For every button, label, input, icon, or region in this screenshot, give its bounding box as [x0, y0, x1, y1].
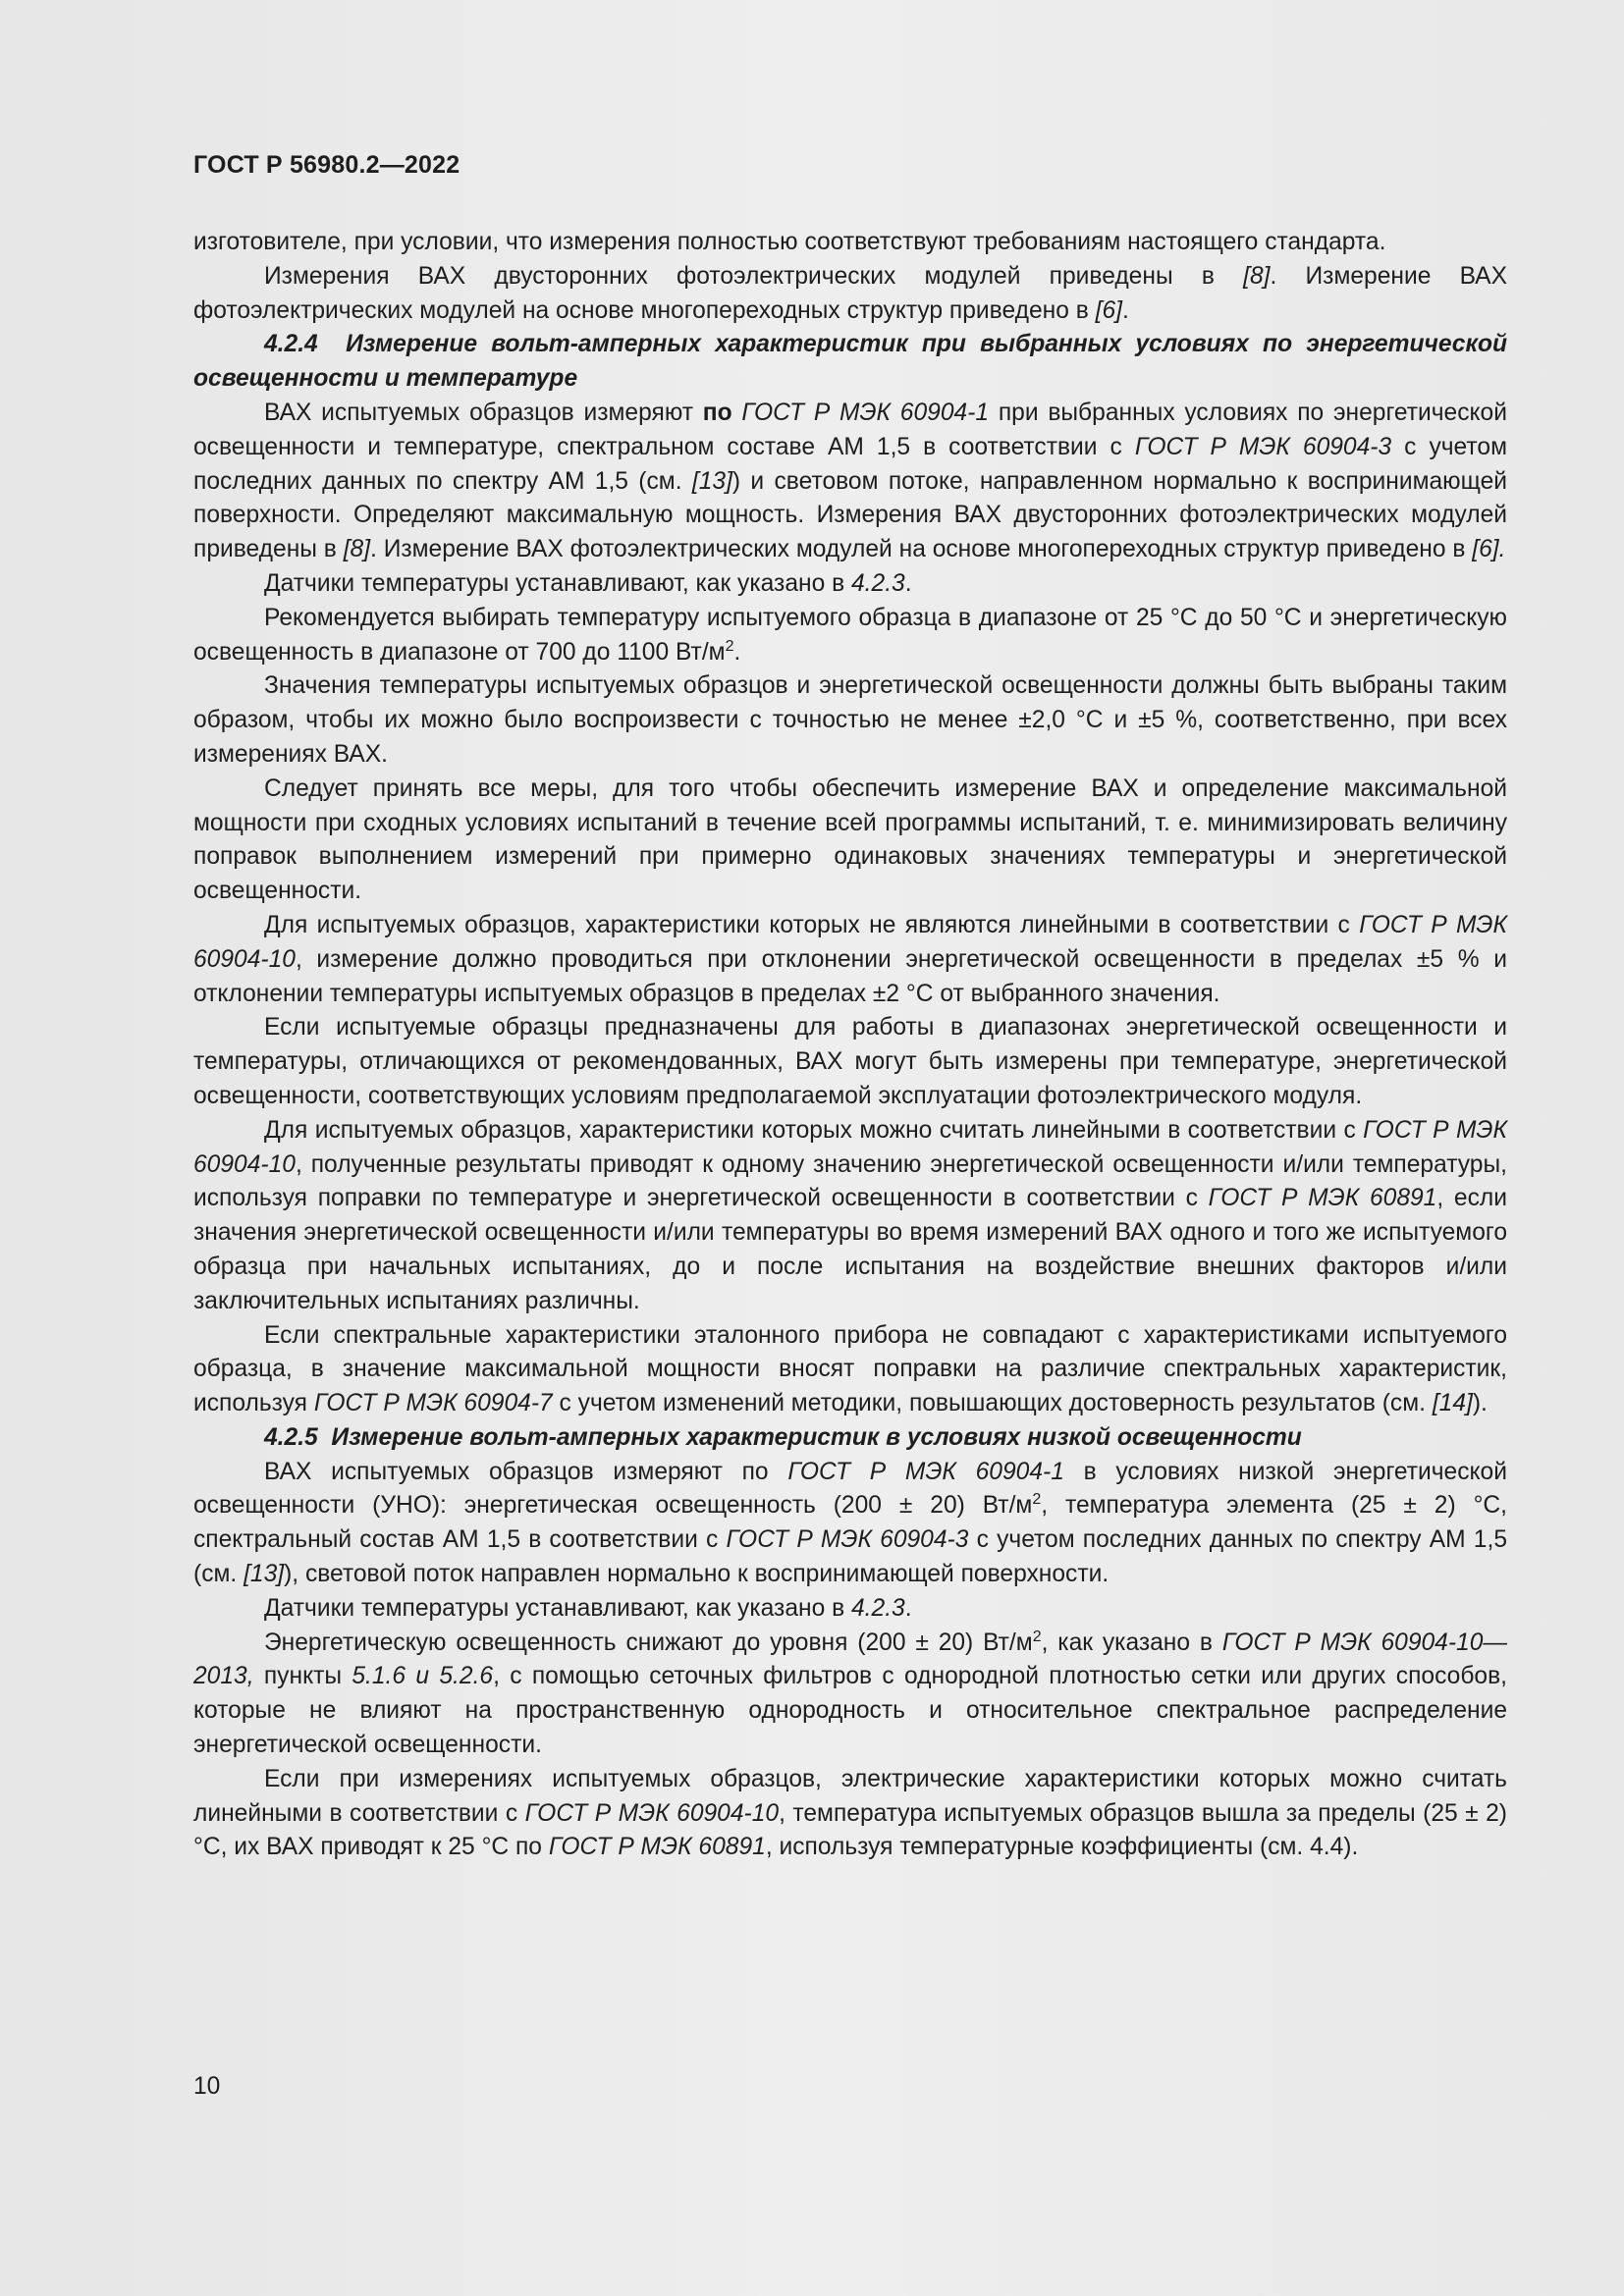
- paragraph: [193, 1114, 1507, 1319]
- text-run: Энергетическую освещенность снижают до уровня (200 ± 20) Вт/м: [264, 1629, 1033, 1656]
- text-run: Если при измерениях испытуемых образцов, электрические характеристики которых можно считать линейными в соответствии с: [193, 1765, 1507, 1827]
- document-header: ГОСТ Р 56980.2—2022: [193, 151, 460, 179]
- text-run: .: [904, 569, 912, 597]
- paragraph: [193, 1011, 1507, 1113]
- paragraph: [193, 1763, 1507, 1865]
- superscript: 2: [725, 637, 734, 655]
- superscript: 2: [1032, 1628, 1042, 1645]
- paragraph: [193, 1456, 1507, 1592]
- standard-reference[interactable]: ГОСТ Р МЭК 60904-1: [741, 399, 990, 426]
- section-title: Измерение вольт-амперных характеристик при выбранных условиях по энергетической освещенности и температуре: [193, 331, 1507, 393]
- standard-reference[interactable]: ГОСТ Р МЭК 60904-10: [193, 1116, 1507, 1178]
- text-run: с учетом последних данных по спектру АМ 1,5 (см.: [193, 1526, 1507, 1588]
- standard-reference[interactable]: ГОСТ Р МЭК 60904-3: [726, 1526, 969, 1554]
- text-run: Для испытуемых образцов, характеристики которых не являются линейными в соответствии с: [264, 911, 1360, 938]
- superscript: 2: [1032, 1491, 1042, 1509]
- paragraph: [193, 567, 1507, 602]
- paragraph: [193, 909, 1507, 1011]
- text-run: , температура испытуемых образцов вышла за пределы (25 ± 2) °С, их ВАХ приводят к 25 °С по: [193, 1799, 1507, 1861]
- text-run: ), световой поток направлен нормально к воспринимающей поверхности.: [284, 1561, 1110, 1588]
- text-run: с учетом последних данных по спектру АМ 1,5 (см.: [193, 433, 1507, 495]
- paragraph: [193, 773, 1507, 909]
- text-run: , если значения энергетической освещенности и/или температуры во время измерений ВАХ одного и того же испытуемого образца при начальных испытаниях, до и после испытания на воздействие внешних факторов и/или заключительных испытаниях различны.: [193, 1185, 1507, 1314]
- text-run: Если испытуемые образцы предназначены для работы в диапазонах энергетической освещенности и температуры, отличающихся от рекомендованных, ВАХ могут быть измерены при температуре, энергетической освещенности, соответствующих условиям предполагаемой эксплуатации фотоэлектрического модуля.: [193, 1014, 1507, 1109]
- standard-reference[interactable]: ГОСТ Р МЭК 60904-10: [193, 911, 1507, 973]
- text-run: ВАХ испытуемых образцов измеряют по: [264, 1458, 788, 1485]
- text-run: ) и световом потоке, направленном нормально к воспринимающей поверхности. Определяют максимальную мощность. Измерения ВАХ двусторонних фотоэлектрических модулей приведены в: [193, 467, 1507, 563]
- paragraph-continuation: [193, 226, 1507, 260]
- standard-reference[interactable]: ГОСТ Р МЭК 60904-7: [313, 1390, 553, 1417]
- text-run: пункты: [253, 1663, 352, 1690]
- text-run: Рекомендуется выбирать температуру испытуемого образца в диапазоне от 25 °С до 50 °С и энергетическую освещенность в диапазоне от 700 до 1100 Вт/м: [193, 604, 1507, 666]
- text-run: в условиях низкой энергетической освещенности (УНО): энергетическая освещенность (200 ± 20) Вт/м: [193, 1458, 1507, 1520]
- text-run: , измерение должно проводиться при отклонении энергетической освещенности в пределах ±5 % и отклонении температуры испытуемых образцов в пределах ±2 °С от выбранного значения.: [193, 945, 1507, 1007]
- text-run: , температура элемента (25 ± 2) °С, спектральный состав АМ 1,5 в соответствии с: [193, 1492, 1508, 1554]
- reference-link[interactable]: [8]: [343, 536, 371, 563]
- clause-reference[interactable]: 5.1.6 и 5.2.6: [352, 1663, 494, 1690]
- reference-link[interactable]: [14]: [1432, 1390, 1473, 1417]
- paragraph: [193, 1319, 1507, 1421]
- text-run: Датчики температуры устанавливают, как указано в: [264, 569, 851, 597]
- text-run: .: [904, 1594, 912, 1622]
- text-run: изготовителе, при условии, что измерения полностью соответствуют требованиям настоящего стандарта.: [193, 229, 1386, 255]
- text-run: Значения температуры испытуемых образцов и энергетической освещенности должны быть выбраны таким образом, чтобы их можно было воспроизвести с точностью не менее ±2,0 °С и ±5 %, соответственно, при всех измерениях ВАХ.: [193, 672, 1507, 768]
- clause-reference[interactable]: 4.2.3: [851, 1594, 905, 1622]
- text-run: ВАХ испытуемых образцов измеряют: [264, 399, 703, 426]
- paragraph: [193, 1627, 1507, 1763]
- text-run: , с помощью сеточных фильтров с однородной плотностью сетки или других способов, которые не влияют на пространственную однородность и относительное спектральное распределение энергетической освещенности.: [193, 1663, 1507, 1759]
- text-run-bold: по: [702, 399, 732, 426]
- text-run: , полученные результаты приводят к одному значению энергетической освещенности и/или температуры, используя поправки по температуре и энергетической освещенности в соответствии с: [193, 1150, 1507, 1212]
- section-number: 4.2.5: [264, 1423, 318, 1451]
- paragraph: [193, 260, 1507, 329]
- section-title: Измерение вольт-амперных характеристик в условиях низкой освещенности: [331, 1423, 1302, 1451]
- text-run: ).: [1472, 1390, 1488, 1417]
- reference-link[interactable]: [13]: [691, 467, 732, 495]
- paragraph: [193, 602, 1507, 670]
- text-run: Датчики температуры устанавливают, как указано в: [264, 1594, 851, 1622]
- text-run: Следует принять все меры, для того чтобы обеспечить измерение ВАХ и определение максимальной мощности при сходных условиях испытаний в течение всей программы испытаний, т. е. минимизировать величину поправок выполнением измерений при примерно одинаковых значениях температуры и энергетической освещенности.: [193, 774, 1507, 905]
- text-run: . Измерение ВАХ фотоэлектрических модулей на основе многопереходных структур приведено в: [370, 536, 1473, 563]
- section-heading-4-2-5: [193, 1421, 1507, 1456]
- reference-link[interactable]: [6].: [1472, 536, 1506, 563]
- text-run: Измерения ВАХ двусторонних фотоэлектрических модулей приведены в: [264, 262, 1244, 290]
- text-run: при выбранных условиях по энергетической освещенности и температуре, спектральном составе АМ 1,5 в соответствии с: [193, 399, 1507, 460]
- text-run: . Измерение ВАХ фотоэлектрических модулей на основе многопереходных структур приведено в: [193, 262, 1507, 324]
- standard-reference[interactable]: ГОСТ Р МЭК 60904-1: [787, 1458, 1064, 1485]
- standard-reference[interactable]: ГОСТ Р МЭК 60904-3: [1134, 433, 1392, 460]
- text-run: .: [733, 638, 741, 666]
- text-run: , как указано в: [1041, 1629, 1222, 1656]
- reference-link[interactable]: [13]: [244, 1561, 285, 1588]
- paragraph: [193, 669, 1507, 772]
- document-body: [193, 226, 1507, 1865]
- text-run: Для испытуемых образцов, характеристики которых можно считать линейными в соответствии с: [264, 1116, 1364, 1144]
- text-run: , используя температурные коэффициенты (см. 4.4).: [765, 1834, 1359, 1861]
- paragraph: [193, 397, 1507, 567]
- paragraph: [193, 1592, 1507, 1627]
- standard-reference[interactable]: ГОСТ Р МЭК 60891: [1208, 1185, 1437, 1212]
- section-number: 4.2.4: [264, 331, 318, 358]
- standard-reference[interactable]: ГОСТ Р МЭК 60891: [548, 1834, 766, 1861]
- standard-reference[interactable]: ГОСТ Р МЭК 60904-10: [524, 1799, 780, 1827]
- page-number: 10: [193, 2073, 221, 2100]
- reference-link[interactable]: [6]: [1095, 296, 1122, 324]
- section-heading-4-2-4: [193, 328, 1507, 397]
- standard-reference[interactable]: ГОСТ Р МЭК 60904-10—2013,: [193, 1629, 1508, 1690]
- clause-reference[interactable]: 4.2.3: [851, 569, 905, 597]
- text-run: .: [1121, 296, 1129, 324]
- reference-link[interactable]: [8]: [1243, 262, 1271, 290]
- text-run: Если спектральные характеристики эталонного прибора не совпадают с характеристиками испытуемого образца, в значение максимальной мощности вносят поправки на различие спектральных характеристик, используя: [193, 1321, 1507, 1417]
- text-run: с учетом изменений методики, повышающих достоверность результатов (см.: [552, 1390, 1433, 1417]
